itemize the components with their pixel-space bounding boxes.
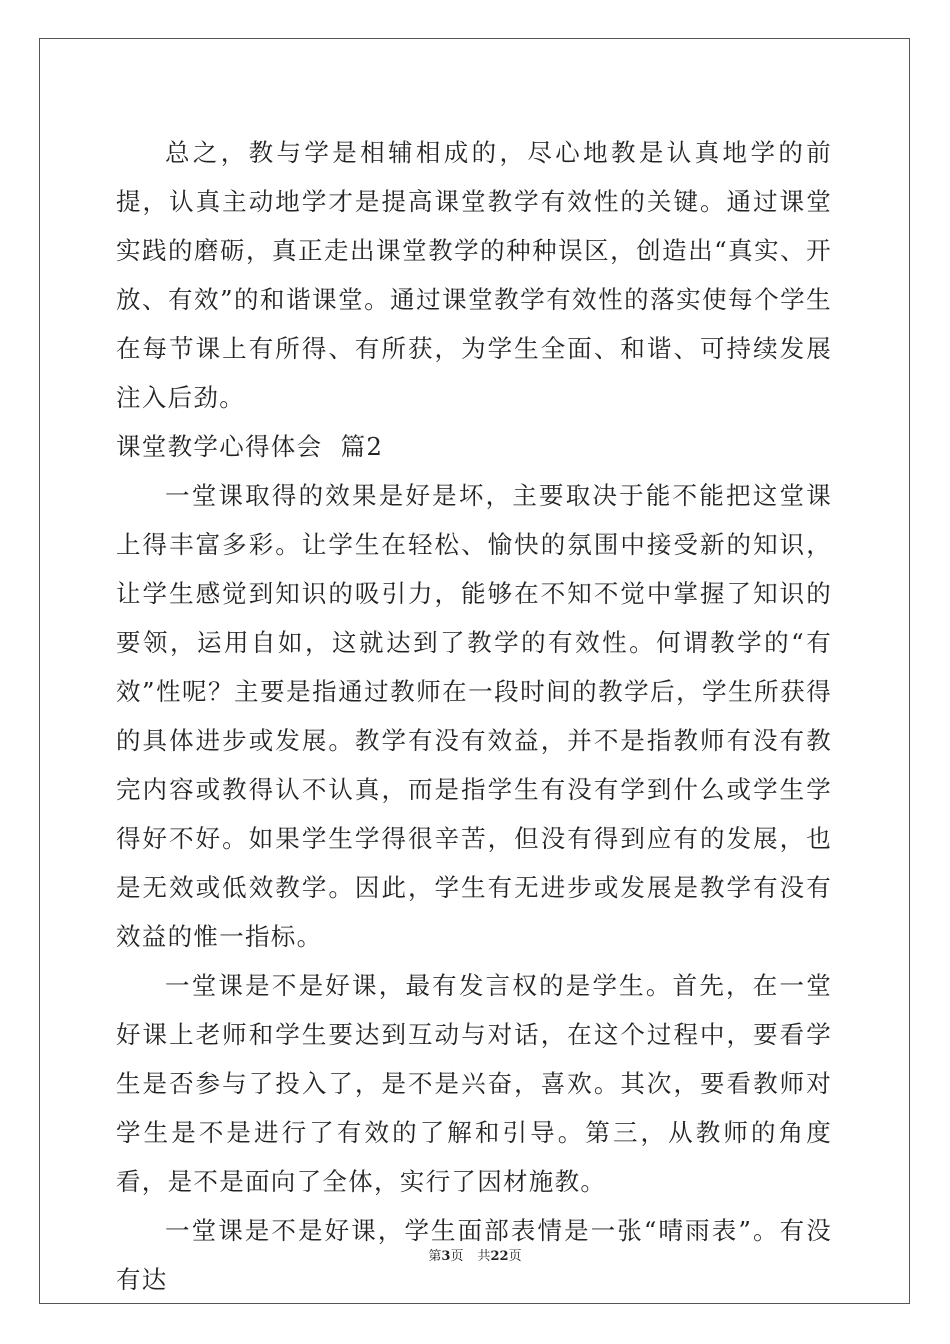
page-suffix: 页 [450, 1249, 464, 1264]
total-pages: 22 [490, 1249, 509, 1264]
page-number: 3 [441, 1249, 451, 1264]
page-footer [0, 1245, 950, 1264]
document-body [116, 128, 832, 1304]
total-suffix: 页 [508, 1249, 522, 1264]
paragraph: 一堂课是不是好课，学生面部表情是一张“晴雨表”。有没有达 [116, 1216, 832, 1294]
paragraph: 一堂课是不是好课，最有发言权的是学生。首先，在一堂好课上老师和学生要达到互动与对话，在这个过程中，要看学生是否参与了投入了，是不是兴奋，喜欢。其次，要看教师对学生是不是进行了有效的了解和引导。第三，从教师的角度看，是不是面向了全体，实行了因材施教。 [116, 971, 832, 1196]
paragraph: 一堂课取得的效果是好是坏，主要取决于能不能把这堂课上得丰富多彩。让学生在轻松、愉快的氛围中接受新的知识，让学生感觉到知识的吸引力，能够在不知不觉中掌握了知识的要领，运用自如，这就达到了教学的有效性。何谓教学的“有效”性呢？主要是指通过教师在一段时间的教学后，学生所获得的具体进步或发展。教学有没有效益，并不是指教师有没有教完内容或教得认不认真，而是指学生有没有学到什么或学生学得好不好。如果学生学得很辛苦，但没有得到应有的发展，也是无效或低效教学。因此，学生有无进步或发展是教学有没有效益的惟一指标。 [116, 481, 833, 951]
section-heading: 课堂教学心得体会 篇2 [116, 432, 384, 461]
paragraph: 总之，教与学是相辅相成的，尽心地教是认真地学的前提，认真主动地学才是提高课堂教学有效性的关键。通过课堂实践的磨砺，真正走出课堂教学的种种误区，创造出“真实、开放、有效”的和谐课堂。通过课堂教学有效性的落实使每个学生在每节课上有所得、有所获，为学生全面、和谐、可持续发展注入后劲。 [116, 138, 832, 412]
page-prefix: 第 [428, 1249, 442, 1264]
total-prefix: 共 [477, 1249, 491, 1264]
